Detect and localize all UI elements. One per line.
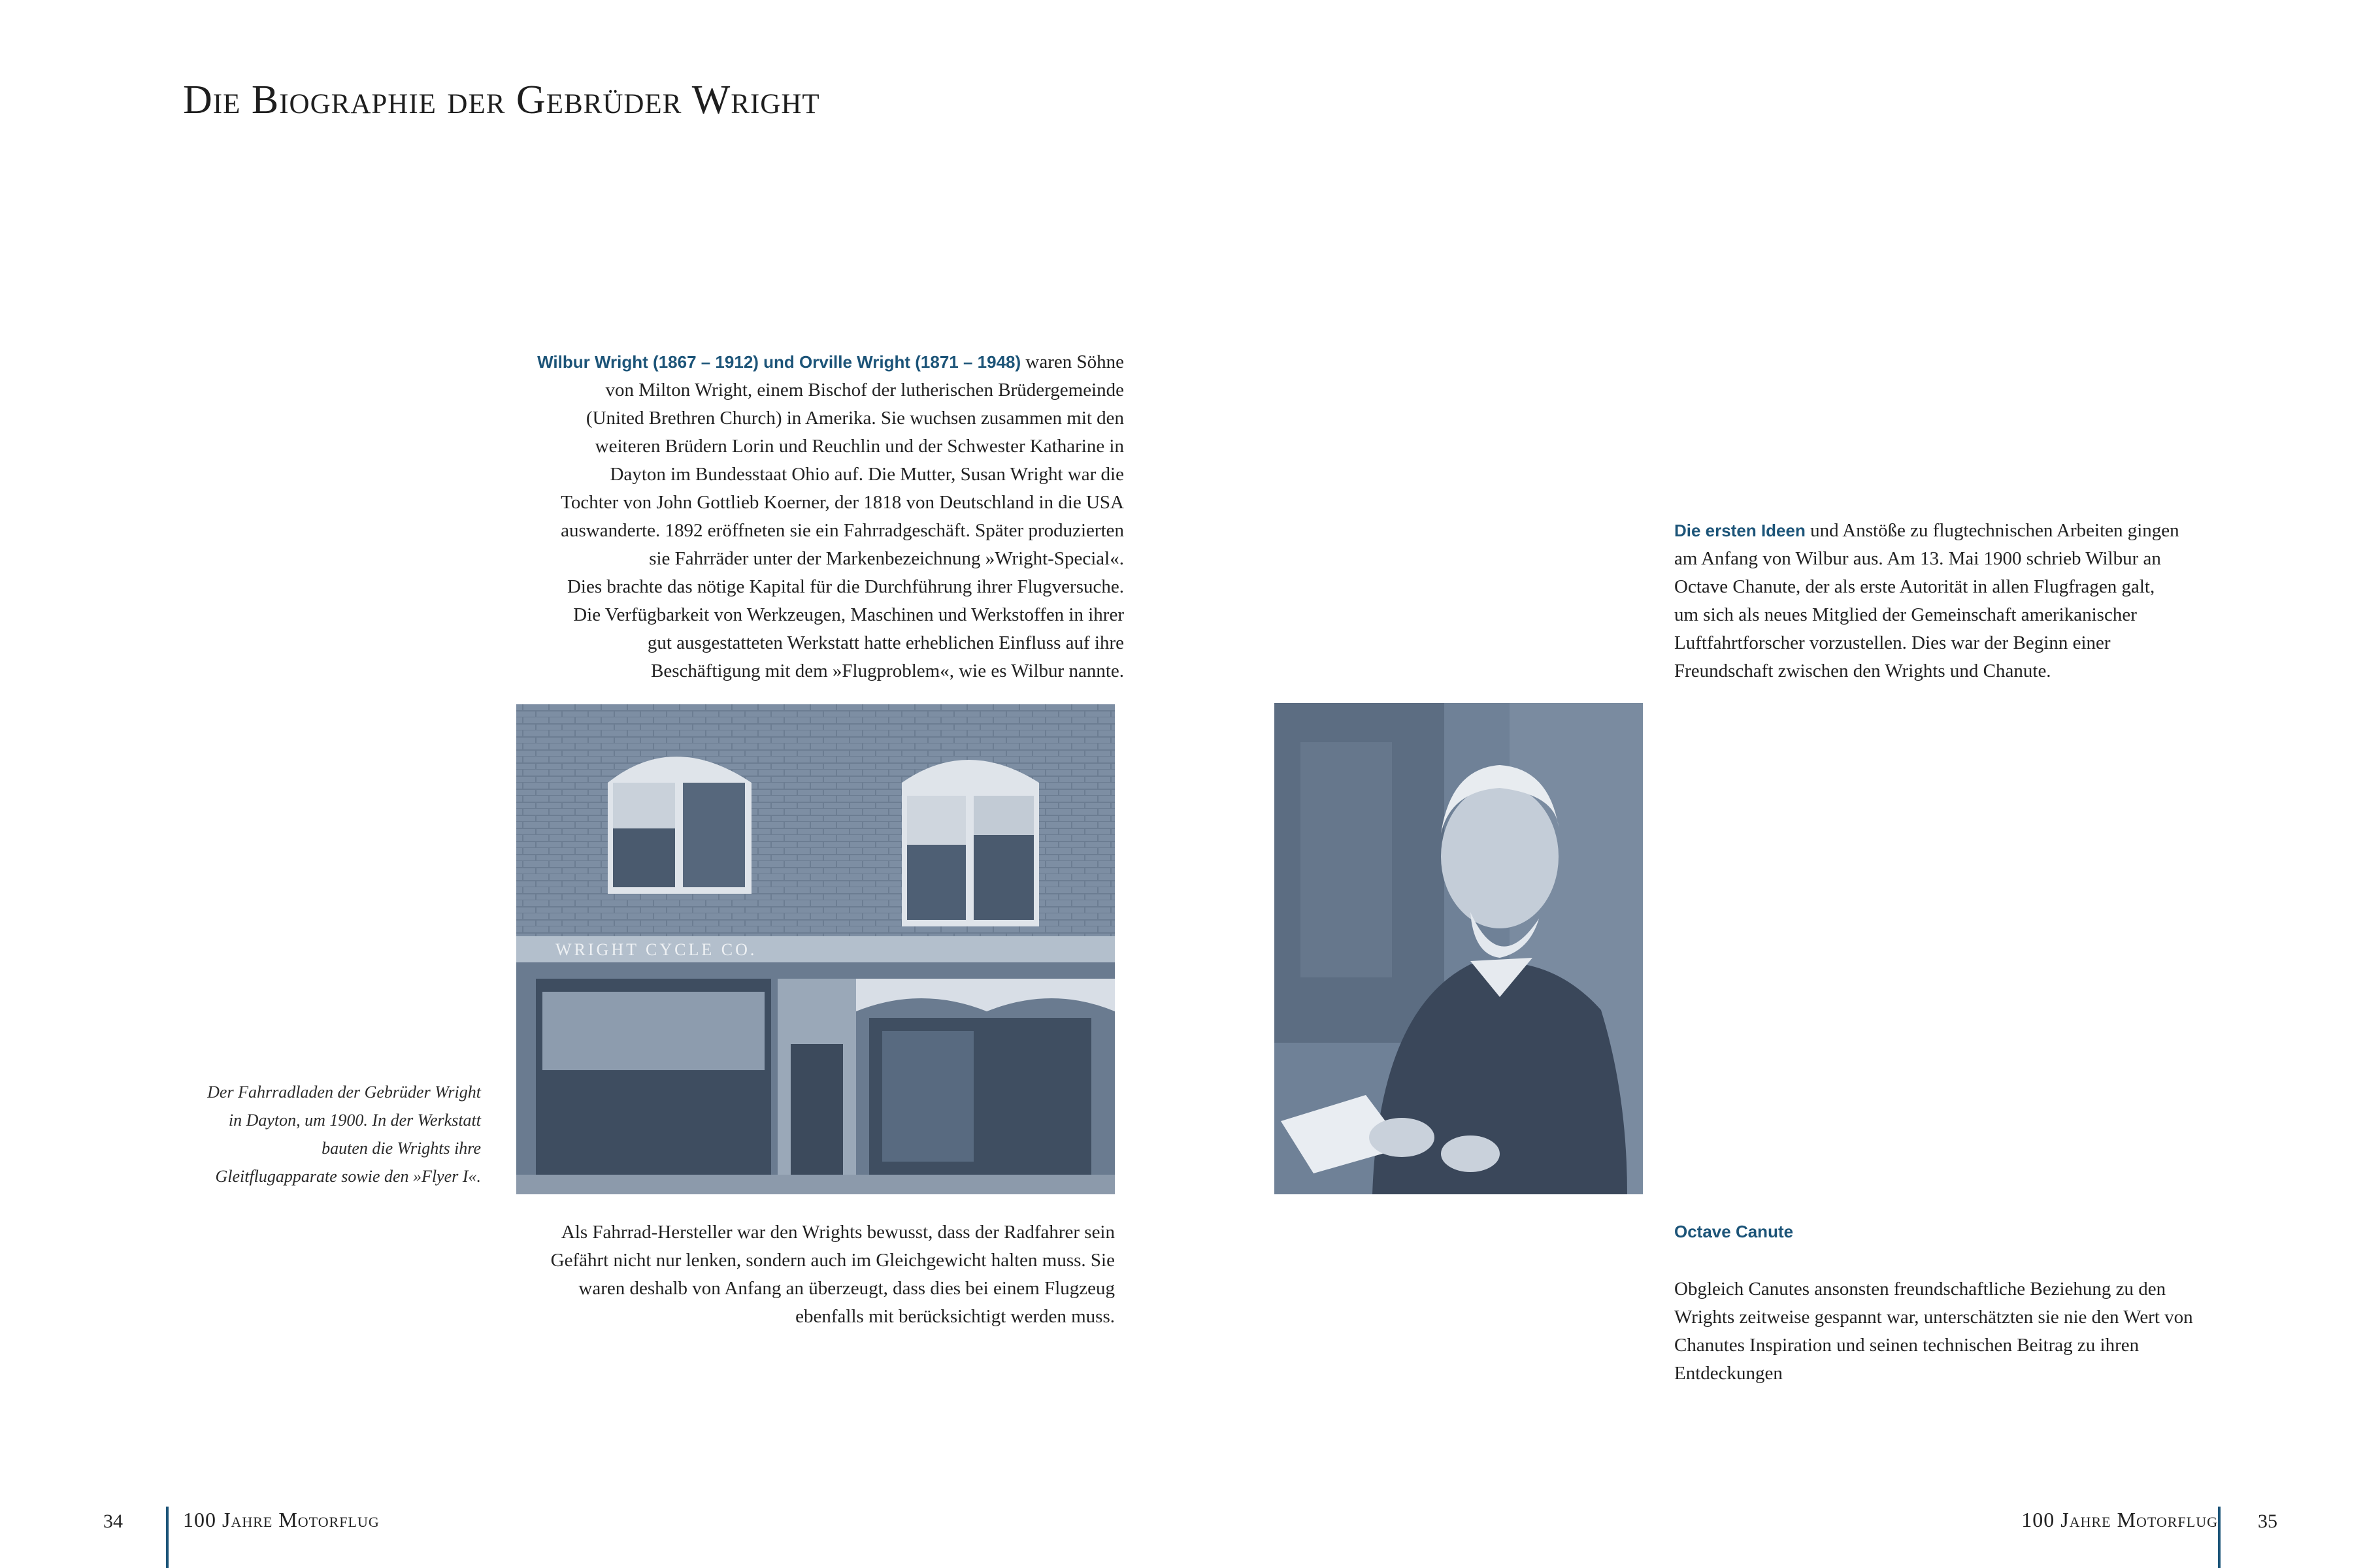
paragraph-line: Obgleich Canutes ansonsten freundschaftliche Beziehung zu den bbox=[1674, 1279, 2166, 1299]
intro-line: sie Fahrräder unter der Markenbezeichnung »Wright-Special«. bbox=[649, 548, 1124, 569]
ideas-line: am Anfang von Wilbur aus. Am 13. Mai 1900 schrieb Wilbur an bbox=[1674, 548, 2161, 569]
paragraph-line: Gefährt nicht nur lenken, sondern auch im Gleichgewicht halten muss. Sie bbox=[550, 1250, 1115, 1271]
footer-rule-left bbox=[166, 1507, 169, 1568]
ideas-lead: Die ersten Ideen bbox=[1674, 521, 1806, 540]
intro-line: Dayton im Bundesstaat Ohio auf. Die Mutter, Susan Wright war die bbox=[610, 464, 1124, 485]
intro-line: auswanderte. 1892 eröffneten sie ein Fahrradgeschäft. Später produzierten bbox=[561, 520, 1124, 541]
ideas-line: Octave Chanute, der als erste Autorität in allen Flugfragen galt, bbox=[1674, 576, 2155, 597]
page-number-left: 34 bbox=[103, 1511, 123, 1532]
footer-title-right: 100 Jahre Motorflug bbox=[2021, 1508, 2218, 1531]
chanute-relationship-paragraph bbox=[1674, 1275, 2249, 1388]
ideas-line-1-text: und Anstöße zu flugtechnischen Arbeiten gingen bbox=[1810, 520, 2179, 541]
bicycle-shop-caption bbox=[157, 1078, 481, 1190]
chanute-caption: Octave Canute bbox=[1674, 1222, 1794, 1241]
page-title: Die Biographie der Gebrüder Wright bbox=[183, 78, 820, 122]
intro-line: Die Verfügbarkeit von Werkzeugen, Maschinen und Werkstoffen in ihrer bbox=[573, 604, 1124, 625]
chanute-portrait bbox=[1274, 703, 1643, 1194]
intro-lead: Wilbur Wright (1867 – 1912) und Orville Wright (1871 – 1948) bbox=[537, 352, 1021, 372]
paragraph-line: Wrights zeitweise gespannt war, unterschätzten sie nie den Wert von bbox=[1674, 1307, 2193, 1328]
paragraph-line: ebenfalls mit berücksichtigt werden muss. bbox=[795, 1306, 1115, 1327]
intro-line: gut ausgestatteten Werkstatt hatte erheblichen Einfluss auf ihre bbox=[647, 632, 1124, 653]
intro-line: (United Brethren Church) in Amerika. Sie wuchsen zusammen mit den bbox=[586, 408, 1124, 429]
intro-line: Tochter von John Gottlieb Koerner, der 1818 von Deutschland in die USA bbox=[561, 492, 1124, 513]
intro-line: von Milton Wright, einem Bischof der lutherischen Brüdergemeinde bbox=[605, 380, 1124, 400]
first-ideas-paragraph bbox=[1674, 517, 2236, 685]
intro-paragraph bbox=[497, 348, 1124, 685]
intro-line-1-text: waren Söhne bbox=[1025, 351, 1124, 372]
caption-line: Der Fahrradladen der Gebrüder Wright bbox=[207, 1083, 481, 1102]
ideas-line: Luftfahrtforscher vorzustellen. Dies war der Beginn einer bbox=[1674, 632, 2111, 653]
intro-line: Beschäftigung mit dem »Flugproblem«, wie es Wilbur nannte. bbox=[651, 661, 1124, 681]
intro-line-1 bbox=[497, 348, 1124, 376]
caption-line: bauten die Wrights ihre bbox=[322, 1139, 481, 1158]
footer-rule-right bbox=[2218, 1507, 2221, 1568]
paragraph-line: Entdeckungen bbox=[1674, 1363, 1783, 1384]
ideas-line-1 bbox=[1674, 517, 2236, 545]
bicycle-shop-photo bbox=[516, 704, 1115, 1194]
caption-line: in Dayton, um 1900. In der Werkstatt bbox=[228, 1111, 481, 1130]
intro-line: weiteren Brüdern Lorin und Reuchlin und der Schwester Katharine in bbox=[595, 436, 1124, 457]
ideas-line: Freundschaft zwischen den Wrights und Chanute. bbox=[1674, 661, 2051, 681]
shop-sign-text: WRIGHT CYCLE CO. bbox=[555, 940, 757, 959]
intro-line: Dies brachte das nötige Kapital für die Durchführung ihrer Flugversuche. bbox=[567, 576, 1124, 597]
paragraph-line: Als Fahrrad-Hersteller war den Wrights bewusst, dass der Radfahrer sein bbox=[561, 1222, 1115, 1243]
cyclist-balance-paragraph bbox=[497, 1218, 1115, 1331]
footer-title-left: 100 Jahre Motorflug bbox=[183, 1508, 380, 1531]
caption-line: Gleitflugapparate sowie den »Flyer I«. bbox=[215, 1167, 481, 1186]
ideas-line: um sich als neues Mitglied der Gemeinschaft amerikanischer bbox=[1674, 604, 2137, 625]
paragraph-line: Chanutes Inspiration und seinen technischen Beitrag zu ihren bbox=[1674, 1335, 2140, 1356]
paragraph-line: waren deshalb von Anfang an überzeugt, dass dies bei einem Flugzeug bbox=[578, 1278, 1115, 1299]
page-number-right: 35 bbox=[2258, 1511, 2277, 1532]
